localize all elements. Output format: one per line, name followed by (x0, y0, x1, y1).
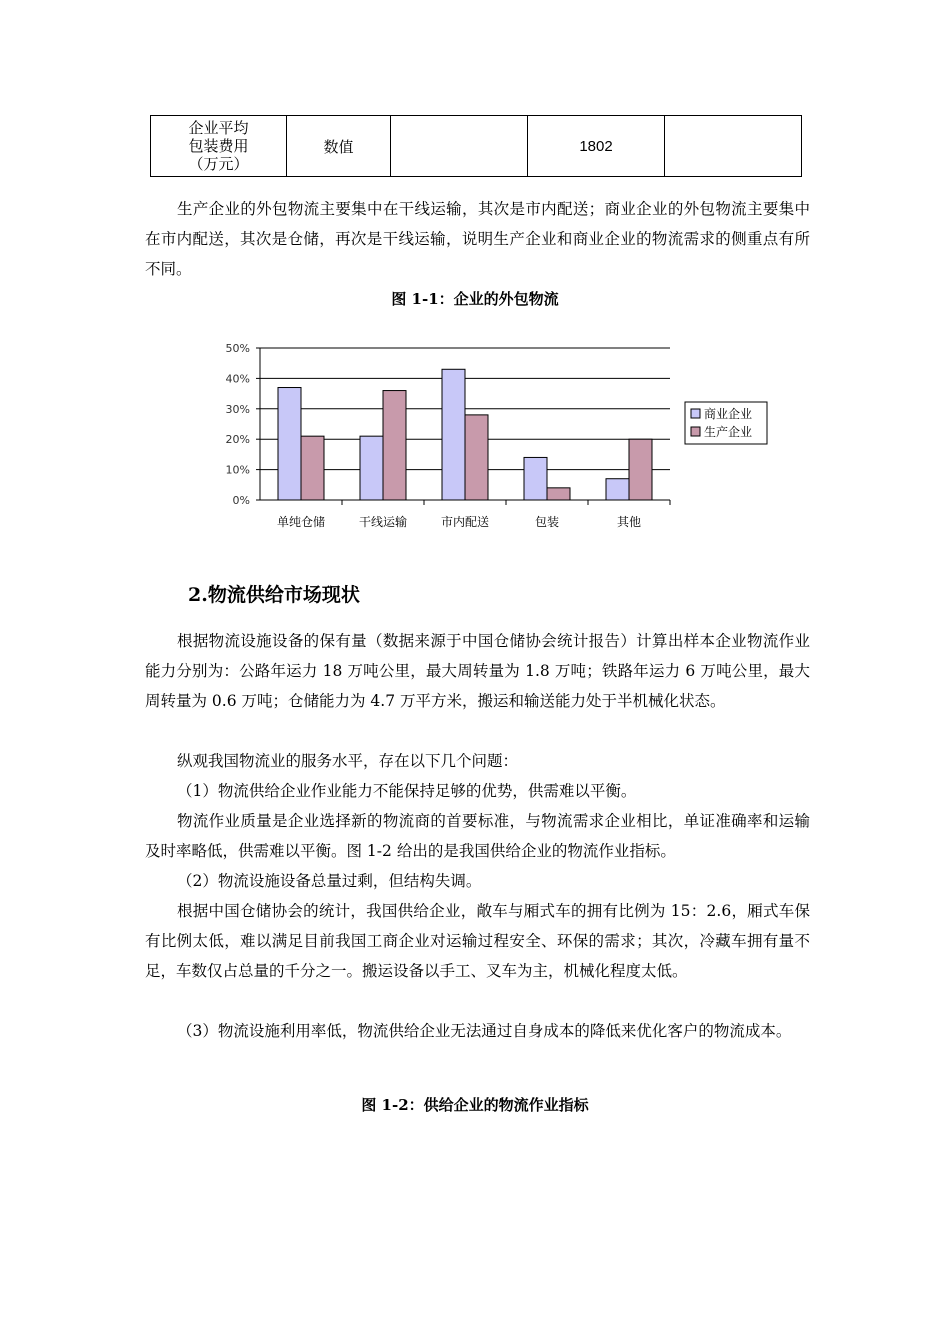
y-tick-label: 50% (225, 342, 250, 355)
bar (301, 436, 324, 500)
section-heading: 2.物流供给市场现状 (188, 584, 360, 606)
paragraph-quality: 物流作业质量是企业选择新的物流商的首要标准，与物流需求企业相比，单证准确率和运输及时率略低，供需难以平衡。图 1-2 给出的是我国供给企业的物流作业指标。 (145, 812, 810, 860)
bar (360, 436, 383, 500)
bar (442, 369, 465, 500)
paragraph-overview: 纵观我国物流业的服务水平，存在以下几个问题： (177, 752, 519, 770)
bar (629, 439, 652, 500)
bar (278, 388, 301, 500)
bar (465, 415, 488, 500)
value-cell: 1802 (528, 116, 665, 177)
paragraph-outsourcing: 生产企业的外包物流主要集中在干线运输，其次是市内配送；商业企业的外包物流主要集中在市内配送，其次是仓储，再次是干线运输，说明生产企业和商业企业的物流需求的侧重点有所不同。 (145, 200, 810, 278)
y-tick-label: 40% (225, 372, 250, 386)
paragraph-vehicles: 根据中国仓储协会的统计，我国供给企业，敞车与厢式车的拥有比例为 15：2.6，厢式车保有比例太低，难以满足目前我国工商企业对运输过程安全、环保的需求；其次，冷藏车拥有量不足，车数仅占总量的千分之一。搬运设备以手工、叉车为主，机械化程度太低。 (145, 902, 810, 980)
unit-cell: 数值 (287, 116, 391, 177)
y-tick-label: 20% (225, 433, 250, 447)
bar (547, 488, 570, 500)
paragraph-issue-1: （1）物流供给企业作业能力不能保持足够的优势，供需难以平衡。 (177, 782, 637, 800)
legend-label: 商业企业 (704, 407, 753, 421)
x-tick-label: 单纯仓储 (276, 515, 326, 529)
paragraph-capacity: 根据物流设施设备的保有量（数据来源于中国仓储协会统计报告）计算出样本企业物流作业能力分别为：公路年运力 18 万吨公里，最大周转量为 1.8 万吨；铁路年运力 6 万吨公里，最大周转量为 0.6 万吨；仓储能力为 4.7 万平方米，搬运和输送能力处于半机械化状态。 (145, 632, 810, 710)
x-tick-label: 包装 (534, 515, 560, 529)
empty-cell (391, 116, 528, 177)
row-label-cell: 企业平均 包装费用 （万元） (151, 116, 287, 177)
figure-1-1-caption: 图 1-1：企业的外包物流 (391, 290, 559, 308)
outsourcing-bar-chart (215, 335, 785, 540)
bar (524, 457, 547, 500)
paragraph-issue-3: （3）物流设施利用率低，物流供给企业无法通过自身成本的降低来优化客户的物流成本。 (177, 1022, 792, 1040)
y-tick-label: 30% (225, 402, 250, 416)
x-tick-label: 市内配送 (440, 515, 490, 529)
legend-swatch (691, 409, 700, 418)
x-tick-label: 其他 (616, 515, 642, 529)
bar (606, 479, 629, 500)
figure-1-2-caption: 图 1-2：供给企业的物流作业指标 (361, 1096, 589, 1114)
legend-label: 生产企业 (704, 425, 753, 439)
legend-swatch (691, 427, 700, 436)
empty-cell (665, 116, 802, 177)
paragraph-issue-2: （2）物流设施设备总量过剩，但结构失调。 (177, 872, 482, 890)
bar (383, 391, 406, 500)
x-tick-label: 干线运输 (358, 515, 408, 529)
packaging-cost-table (150, 115, 802, 177)
y-tick-label: 0% (232, 494, 250, 507)
table-row (151, 116, 802, 177)
y-tick-label: 10% (225, 463, 250, 477)
